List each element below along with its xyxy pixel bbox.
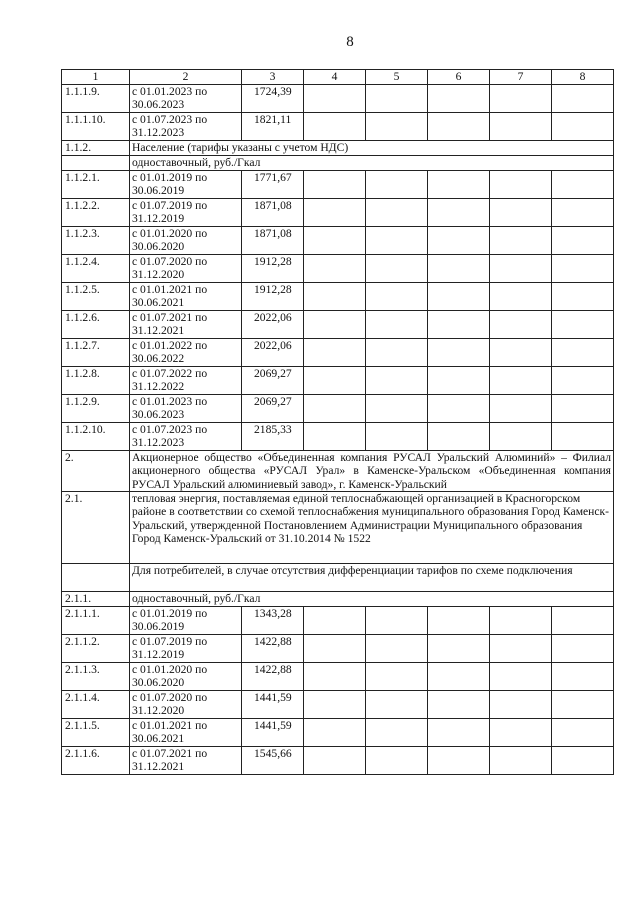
- empty-cell: [304, 199, 366, 227]
- empty-cell: [366, 85, 428, 113]
- empty-cell: [366, 227, 428, 255]
- empty-cell: [304, 367, 366, 395]
- empty-cell: [552, 423, 614, 451]
- tariff-value: 2069,27: [242, 395, 304, 423]
- tariff-value: 1441,59: [242, 691, 304, 719]
- empty-cell: [366, 199, 428, 227]
- empty-cell: [490, 199, 552, 227]
- row-code: 2.: [62, 451, 130, 492]
- empty-cell: [366, 607, 428, 635]
- column-header: 4: [304, 70, 366, 85]
- empty-cell: [552, 663, 614, 691]
- period-cell: с 01.01.2020 по 30.06.2020: [130, 227, 242, 255]
- tariff-value: 1771,67: [242, 171, 304, 199]
- tariff-value: 1724,39: [242, 85, 304, 113]
- empty-cell: [366, 395, 428, 423]
- empty-cell: [304, 635, 366, 663]
- table-row: [62, 719, 614, 747]
- empty-cell: [304, 691, 366, 719]
- empty-cell: [490, 339, 552, 367]
- empty-cell: [366, 423, 428, 451]
- empty-cell: [428, 113, 490, 141]
- table-row: [62, 635, 614, 663]
- empty-cell: [428, 85, 490, 113]
- empty-cell: [490, 607, 552, 635]
- table-row: [62, 156, 614, 171]
- row-code: [62, 564, 130, 592]
- row-code: 2.1.1.2.: [62, 635, 130, 663]
- empty-cell: [552, 283, 614, 311]
- empty-cell: [428, 635, 490, 663]
- section-text: одноставочный, руб./Гкал: [130, 592, 614, 607]
- table-row: [62, 367, 614, 395]
- empty-cell: [490, 283, 552, 311]
- table-row: [62, 85, 614, 113]
- period-cell: с 01.07.2021 по 31.12.2021: [130, 311, 242, 339]
- column-header: 7: [490, 70, 552, 85]
- empty-cell: [490, 255, 552, 283]
- empty-cell: [490, 113, 552, 141]
- empty-cell: [428, 747, 490, 775]
- row-code: 1.1.2.8.: [62, 367, 130, 395]
- table-row: [62, 141, 614, 156]
- empty-cell: [490, 311, 552, 339]
- period-cell: с 01.07.2022 по 31.12.2022: [130, 367, 242, 395]
- empty-cell: [552, 227, 614, 255]
- empty-cell: [552, 113, 614, 141]
- empty-cell: [490, 367, 552, 395]
- empty-cell: [304, 255, 366, 283]
- row-code: 1.1.2.6.: [62, 311, 130, 339]
- empty-cell: [490, 635, 552, 663]
- section-text: тепловая энергия, поставляемая единой теплоснабжающей организацией в Красногорском районе в соответствии со схемой теплоснабжения муниципального образования Город Каменск-Уральский, утвержденной Постановлением Администрации Муниципального образования Город Каменск-Уральский от 31.10.2014 № 1522: [130, 492, 614, 564]
- tariff-value: 1912,28: [242, 283, 304, 311]
- empty-cell: [428, 255, 490, 283]
- column-header: 6: [428, 70, 490, 85]
- empty-cell: [304, 283, 366, 311]
- empty-cell: [428, 367, 490, 395]
- empty-cell: [490, 395, 552, 423]
- row-code: 2.1.1.: [62, 592, 130, 607]
- empty-cell: [428, 423, 490, 451]
- table-row: [62, 592, 614, 607]
- row-code: 1.1.2.: [62, 141, 130, 156]
- empty-cell: [552, 395, 614, 423]
- row-code: 2.1.1.1.: [62, 607, 130, 635]
- empty-cell: [552, 311, 614, 339]
- section-text: Для потребителей, в случае отсутствия дифференциации тарифов по схеме подключения: [130, 564, 614, 592]
- table-row: [62, 339, 614, 367]
- empty-cell: [366, 255, 428, 283]
- empty-cell: [304, 171, 366, 199]
- empty-cell: [490, 747, 552, 775]
- empty-cell: [552, 607, 614, 635]
- table-row: [62, 564, 614, 592]
- tariff-value: 1343,28: [242, 607, 304, 635]
- empty-cell: [304, 663, 366, 691]
- empty-cell: [428, 691, 490, 719]
- empty-cell: [552, 367, 614, 395]
- table-row: [62, 395, 614, 423]
- row-code: 1.1.2.10.: [62, 423, 130, 451]
- period-cell: с 01.07.2020 по 31.12.2020: [130, 255, 242, 283]
- empty-cell: [304, 423, 366, 451]
- row-code: 1.1.1.10.: [62, 113, 130, 141]
- empty-cell: [428, 663, 490, 691]
- empty-cell: [428, 171, 490, 199]
- empty-cell: [552, 199, 614, 227]
- period-cell: с 01.01.2023 по 30.06.2023: [130, 395, 242, 423]
- table-row: [62, 113, 614, 141]
- period-cell: с 01.07.2019 по 31.12.2019: [130, 635, 242, 663]
- table-row: [62, 691, 614, 719]
- row-code: 2.1.1.3.: [62, 663, 130, 691]
- empty-cell: [366, 339, 428, 367]
- section-text: Население (тарифы указаны с учетом НДС): [130, 141, 614, 156]
- row-code: 2.1.1.5.: [62, 719, 130, 747]
- empty-cell: [366, 283, 428, 311]
- empty-cell: [428, 607, 490, 635]
- period-cell: с 01.07.2020 по 31.12.2020: [130, 691, 242, 719]
- empty-cell: [552, 171, 614, 199]
- empty-cell: [552, 691, 614, 719]
- empty-cell: [552, 719, 614, 747]
- row-code: 2.1.1.6.: [62, 747, 130, 775]
- tariff-value: 2022,06: [242, 311, 304, 339]
- empty-cell: [490, 663, 552, 691]
- empty-cell: [428, 199, 490, 227]
- period-cell: с 01.01.2023 по 30.06.2023: [130, 85, 242, 113]
- empty-cell: [366, 113, 428, 141]
- empty-cell: [304, 719, 366, 747]
- empty-cell: [490, 171, 552, 199]
- column-header: 1: [62, 70, 130, 85]
- row-code: [62, 156, 130, 171]
- period-cell: с 01.07.2023 по 31.12.2023: [130, 113, 242, 141]
- tariff-value: 1545,66: [242, 747, 304, 775]
- tariff-value: 1821,11: [242, 113, 304, 141]
- empty-cell: [428, 227, 490, 255]
- row-code: 1.1.2.9.: [62, 395, 130, 423]
- empty-cell: [304, 339, 366, 367]
- empty-cell: [552, 339, 614, 367]
- table-row: [62, 283, 614, 311]
- tariff-value: 2069,27: [242, 367, 304, 395]
- period-cell: с 01.01.2020 по 30.06.2020: [130, 663, 242, 691]
- period-cell: с 01.07.2021 по 31.12.2021: [130, 747, 242, 775]
- column-header: 8: [552, 70, 614, 85]
- period-cell: с 01.07.2019 по 31.12.2019: [130, 199, 242, 227]
- table-row: [62, 171, 614, 199]
- period-cell: с 01.01.2022 по 30.06.2022: [130, 339, 242, 367]
- empty-cell: [366, 311, 428, 339]
- period-cell: с 01.01.2021 по 30.06.2021: [130, 283, 242, 311]
- table-row: [62, 747, 614, 775]
- empty-cell: [428, 311, 490, 339]
- row-code: 1.1.2.2.: [62, 199, 130, 227]
- empty-cell: [366, 367, 428, 395]
- empty-cell: [304, 311, 366, 339]
- table-row: [62, 663, 614, 691]
- empty-cell: [552, 635, 614, 663]
- row-code: 2.1.1.4.: [62, 691, 130, 719]
- empty-cell: [366, 663, 428, 691]
- table-row: [62, 492, 614, 564]
- empty-cell: [304, 747, 366, 775]
- row-code: 1.1.2.5.: [62, 283, 130, 311]
- tariff-value: 1871,08: [242, 227, 304, 255]
- table-row: [62, 255, 614, 283]
- row-code: 1.1.1.9.: [62, 85, 130, 113]
- tariff-table: [61, 69, 614, 775]
- section-text: одноставочный, руб./Гкал: [130, 156, 614, 171]
- empty-cell: [304, 227, 366, 255]
- empty-cell: [366, 171, 428, 199]
- table-row: [62, 227, 614, 255]
- empty-cell: [490, 691, 552, 719]
- row-code: 1.1.2.4.: [62, 255, 130, 283]
- empty-cell: [428, 395, 490, 423]
- empty-cell: [490, 85, 552, 113]
- empty-cell: [304, 85, 366, 113]
- empty-cell: [490, 227, 552, 255]
- empty-cell: [490, 719, 552, 747]
- period-cell: с 01.01.2019 по 30.06.2019: [130, 171, 242, 199]
- row-code: 2.1.: [62, 492, 130, 564]
- table-row: [62, 607, 614, 635]
- empty-cell: [304, 607, 366, 635]
- table-row: [62, 199, 614, 227]
- tariff-value: 1422,88: [242, 663, 304, 691]
- empty-cell: [490, 423, 552, 451]
- empty-cell: [366, 719, 428, 747]
- period-cell: с 01.01.2021 по 30.06.2021: [130, 719, 242, 747]
- empty-cell: [428, 339, 490, 367]
- empty-cell: [304, 113, 366, 141]
- empty-cell: [552, 85, 614, 113]
- section-text: Акционерное общество «Объединенная компания РУСАЛ Уральский Алюминий» – Филиал акционерного общества «РУСАЛ Урал» в Каменске-Уральском «Объединенная компания РУСАЛ Уральский алюминиевый завод», г. Каменск-Уральский: [130, 451, 614, 492]
- tariff-value: 1871,08: [242, 199, 304, 227]
- empty-cell: [366, 691, 428, 719]
- empty-cell: [304, 395, 366, 423]
- header-row: [62, 70, 614, 85]
- tariff-value: 1912,28: [242, 255, 304, 283]
- empty-cell: [552, 747, 614, 775]
- page-number: 8: [346, 34, 354, 50]
- table-row: [62, 423, 614, 451]
- row-code: 1.1.2.3.: [62, 227, 130, 255]
- tariff-value: 2022,06: [242, 339, 304, 367]
- empty-cell: [552, 255, 614, 283]
- row-code: 1.1.2.7.: [62, 339, 130, 367]
- table-row: [62, 311, 614, 339]
- row-code: 1.1.2.1.: [62, 171, 130, 199]
- column-header: 5: [366, 70, 428, 85]
- empty-cell: [366, 747, 428, 775]
- tariff-value: 2185,33: [242, 423, 304, 451]
- period-cell: с 01.07.2023 по 31.12.2023: [130, 423, 242, 451]
- tariff-value: 1422,88: [242, 635, 304, 663]
- column-header: 3: [242, 70, 304, 85]
- column-header: 2: [130, 70, 242, 85]
- empty-cell: [428, 719, 490, 747]
- tariff-value: 1441,59: [242, 719, 304, 747]
- empty-cell: [428, 283, 490, 311]
- empty-cell: [366, 635, 428, 663]
- table-row: [62, 451, 614, 492]
- period-cell: с 01.01.2019 по 30.06.2019: [130, 607, 242, 635]
